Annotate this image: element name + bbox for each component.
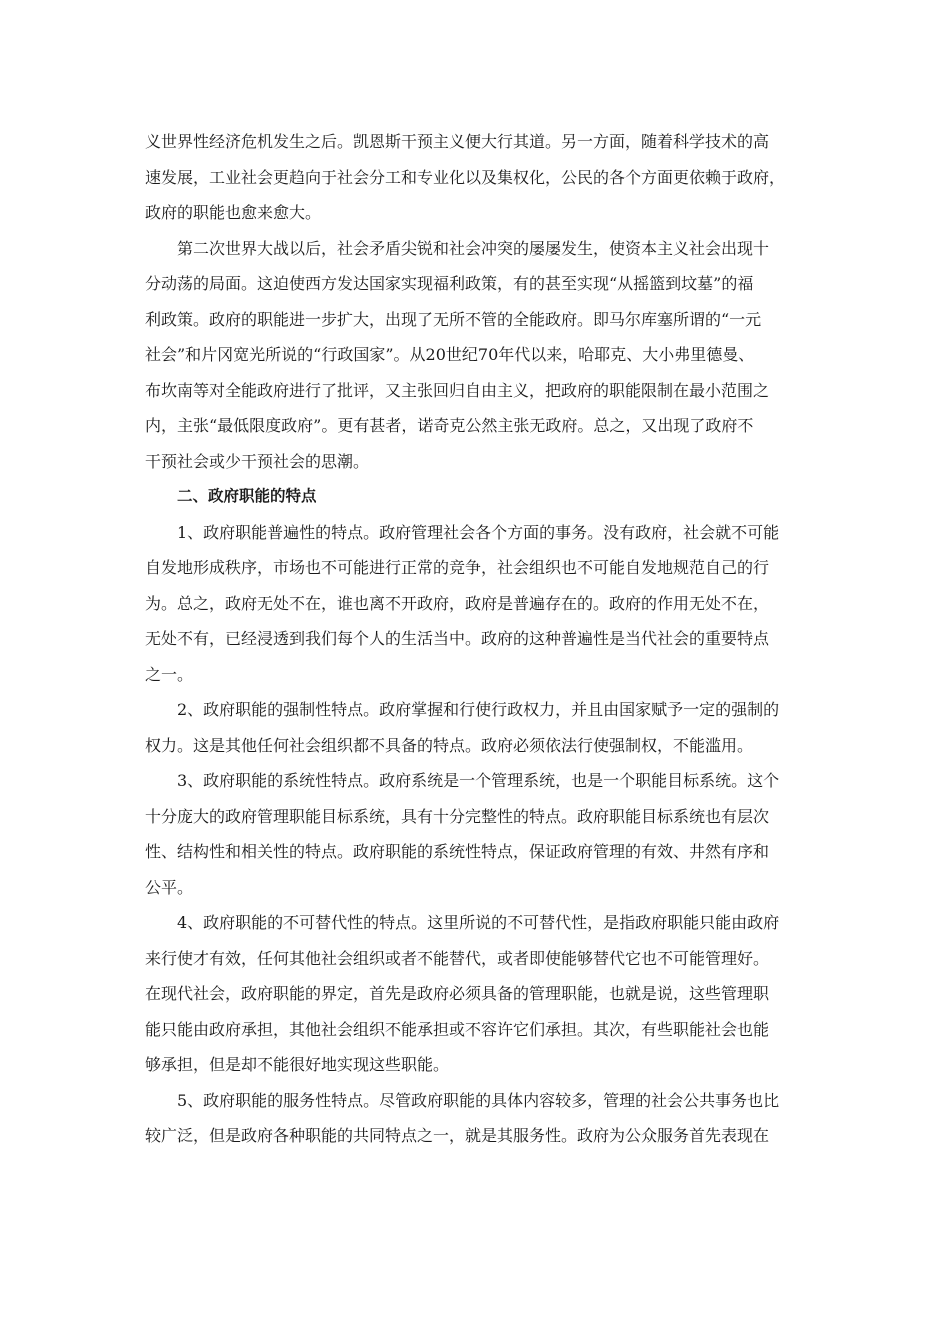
paragraph-coerciveness: 2、政府职能的强制性特点。政府掌握和行使行政权力，并且由国家赋予一定的强制的 权力。这是其他任何社会组织都不具备的特点。政府必须依法行使强制权，不能滥用。 — [145, 700, 780, 755]
document-body — [145, 124, 807, 1154]
paragraph-post-war-welfare: 第二次世界大战以后，社会矛盾尖锐和社会冲突的屡屡发生，使资本主义社会出现十 分动荡的局面。这迫使西方发达国家实现福利政策，有的甚至实现“从摇篮到坟墓”的福 利政策。政府的职能进一步扩大，出现了无所不管的全能政府。即马尔库塞所谓的“一元 社会”和片冈宽光所说的“行政国家”。从20世纪70年代以来，哈耶克、大小弗里德曼、 布坎南等对全能政府进行了批评，又主张回归自由主义，把政府的职能限制在最小范围之 内，主张“最低限度政府”。更有甚者，诺奇克公然主张无政府。总之，又出现了政府不 干预社会或少干预社会的思潮。 — [145, 238, 770, 471]
paragraph-irreplaceability: 4、政府职能的不可替代性的特点。这里所说的不可替代性，是指政府职能只能由政府 来行使才有效，任何其他社会组织或者不能替代，或者即使能够替代它也不可能管理好。 在现代社会，政府职能的界定，首先是政府必须具备的管理职能，也就是说，这些管理职 能只能由政府承担，其他社会组织不能承担或不容许它们承担。其次，有些职能社会也能 够承担，但是却不能很好地实现这些职能。 — [145, 913, 780, 1074]
paragraph-service: 5、政府职能的服务性特点。尽管政府职能的具体内容较多，管理的社会公共事务也比 较广泛，但是政府各种职能的共同特点之一，就是其服务性。政府为公众服务首先表现在 — [145, 1090, 780, 1145]
section-heading: 二、政府职能的特点 — [177, 487, 317, 505]
paragraph-universality: 1、政府职能普遍性的特点。政府管理社会各个方面的事务。没有政府，社会就不可能 自发地形成秩序，市场也不可能进行正常的竞争，社会组织也不可能自发地规范自己的行 为。总之，政府无处不在，谁也离不开政府，政府是普遍存在的。政府的作用无处不在， 无处不有，已经浸透到我们每个人的生活当中。政府的这种普遍性是当代社会的重要特点 之一。 — [145, 522, 780, 684]
paragraph-systematic: 3、政府职能的系统性特点。政府系统是一个管理系统，也是一个职能目标系统。这个 十分庞大的政府管理职能目标系统，具有十分完整性的特点。政府职能目标系统也有层次 性、结构性和相关性的特点。政府职能的系统性特点，保证政府管理的有效、井然有序和 公平。 — [145, 771, 780, 897]
paragraph-economic-crisis: 义世界性经济危机发生之后。凯恩斯干预主义便大行其道。另一方面，随着科学技术的高 速发展，工业社会更趋向于社会分工和专业化以及集权化，公民的各个方面更依赖于政府， 政府的职能也愈来愈大。 — [145, 132, 786, 222]
